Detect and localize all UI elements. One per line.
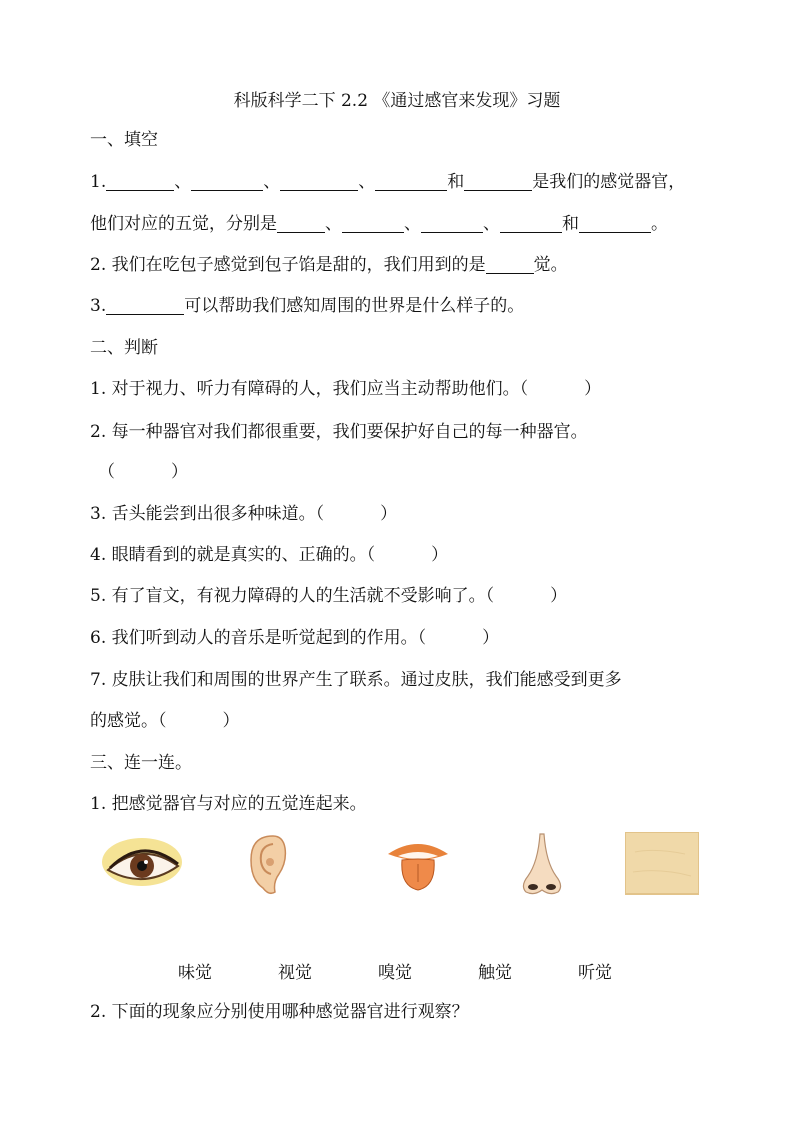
ear-picture[interactable]	[243, 832, 289, 900]
skin-picture[interactable]	[625, 832, 699, 900]
answer-blank[interactable]	[106, 172, 174, 191]
tongue-picture[interactable]	[384, 832, 452, 900]
answer-blank[interactable]	[375, 172, 447, 191]
fill-question-1-line2: 他们对应的五觉，分别是 、 、 、 和 。	[90, 214, 668, 234]
section2-heading: 二、判断	[90, 338, 158, 358]
judge-item-6: 6. 我们听到动人的音乐是听觉起到的作用。（ ）	[90, 628, 500, 648]
fill-question-1: 1. 、 、 、 和 是我们的感觉器官，	[90, 172, 686, 192]
fill-question-3: 3. 可以帮助我们感知周围的世界是什么样子的。	[90, 296, 525, 316]
judge-item-3: 3. 舌头能尝到出很多种味道。（ ）	[90, 504, 398, 524]
answer-blank[interactable]	[421, 214, 483, 233]
answer-blank[interactable]	[106, 296, 184, 315]
section1-heading: 一、填空	[90, 130, 158, 150]
eye-picture[interactable]	[98, 832, 184, 900]
judge-item-4: 4. 眼睛看到的就是真实的、正确的。（ ）	[90, 545, 449, 565]
answer-blank[interactable]	[280, 172, 358, 191]
answer-blank[interactable]	[500, 214, 562, 233]
answer-blank[interactable]	[579, 214, 651, 233]
fill-question-2: 2. 我们在吃包子感觉到包子馅是甜的，我们用到的是 觉。	[90, 255, 568, 275]
nose-picture[interactable]	[514, 832, 570, 900]
sense-label-smell[interactable]: 嗅觉	[378, 963, 412, 983]
answer-blank[interactable]	[277, 214, 325, 233]
judge-item-7: 7. 皮肤让我们和周围的世界产生了联系。通过皮肤，我们能感受到更多	[90, 670, 622, 690]
answer-blank[interactable]	[464, 172, 532, 191]
judge-item-7-line2: 的感觉。（ ）	[90, 711, 240, 731]
match-question-2: 2. 下面的现象应分别使用哪种感觉器官进行观察？	[90, 1002, 469, 1022]
sense-label-touch[interactable]: 触觉	[478, 963, 512, 983]
page-title: 科版科学二下 2.2 《通过感官来发现》习题	[233, 91, 561, 111]
answer-blank[interactable]	[191, 172, 263, 191]
sense-label-sight[interactable]: 视觉	[278, 963, 312, 983]
judge-item-2-paren: （ ）	[98, 462, 188, 482]
answer-blank[interactable]	[486, 255, 534, 274]
judge-item-5: 5. 有了盲文，有视力障碍的人的生活就不受影响了。（ ）	[90, 586, 568, 606]
match-question-1: 1. 把感觉器官与对应的五觉连起来。	[90, 794, 367, 814]
answer-blank[interactable]	[342, 214, 404, 233]
judge-item-1: 1. 对于视力、听力有障碍的人，我们应当主动帮助他们。（ ）	[90, 379, 602, 399]
sense-label-hearing[interactable]: 听觉	[578, 963, 612, 983]
sense-label-taste[interactable]: 味觉	[178, 963, 212, 983]
section3-heading: 三、连一连。	[90, 753, 192, 773]
judge-item-2: 2. 每一种器官对我们都很重要，我们要保护好自己的每一种器官。	[90, 422, 588, 442]
